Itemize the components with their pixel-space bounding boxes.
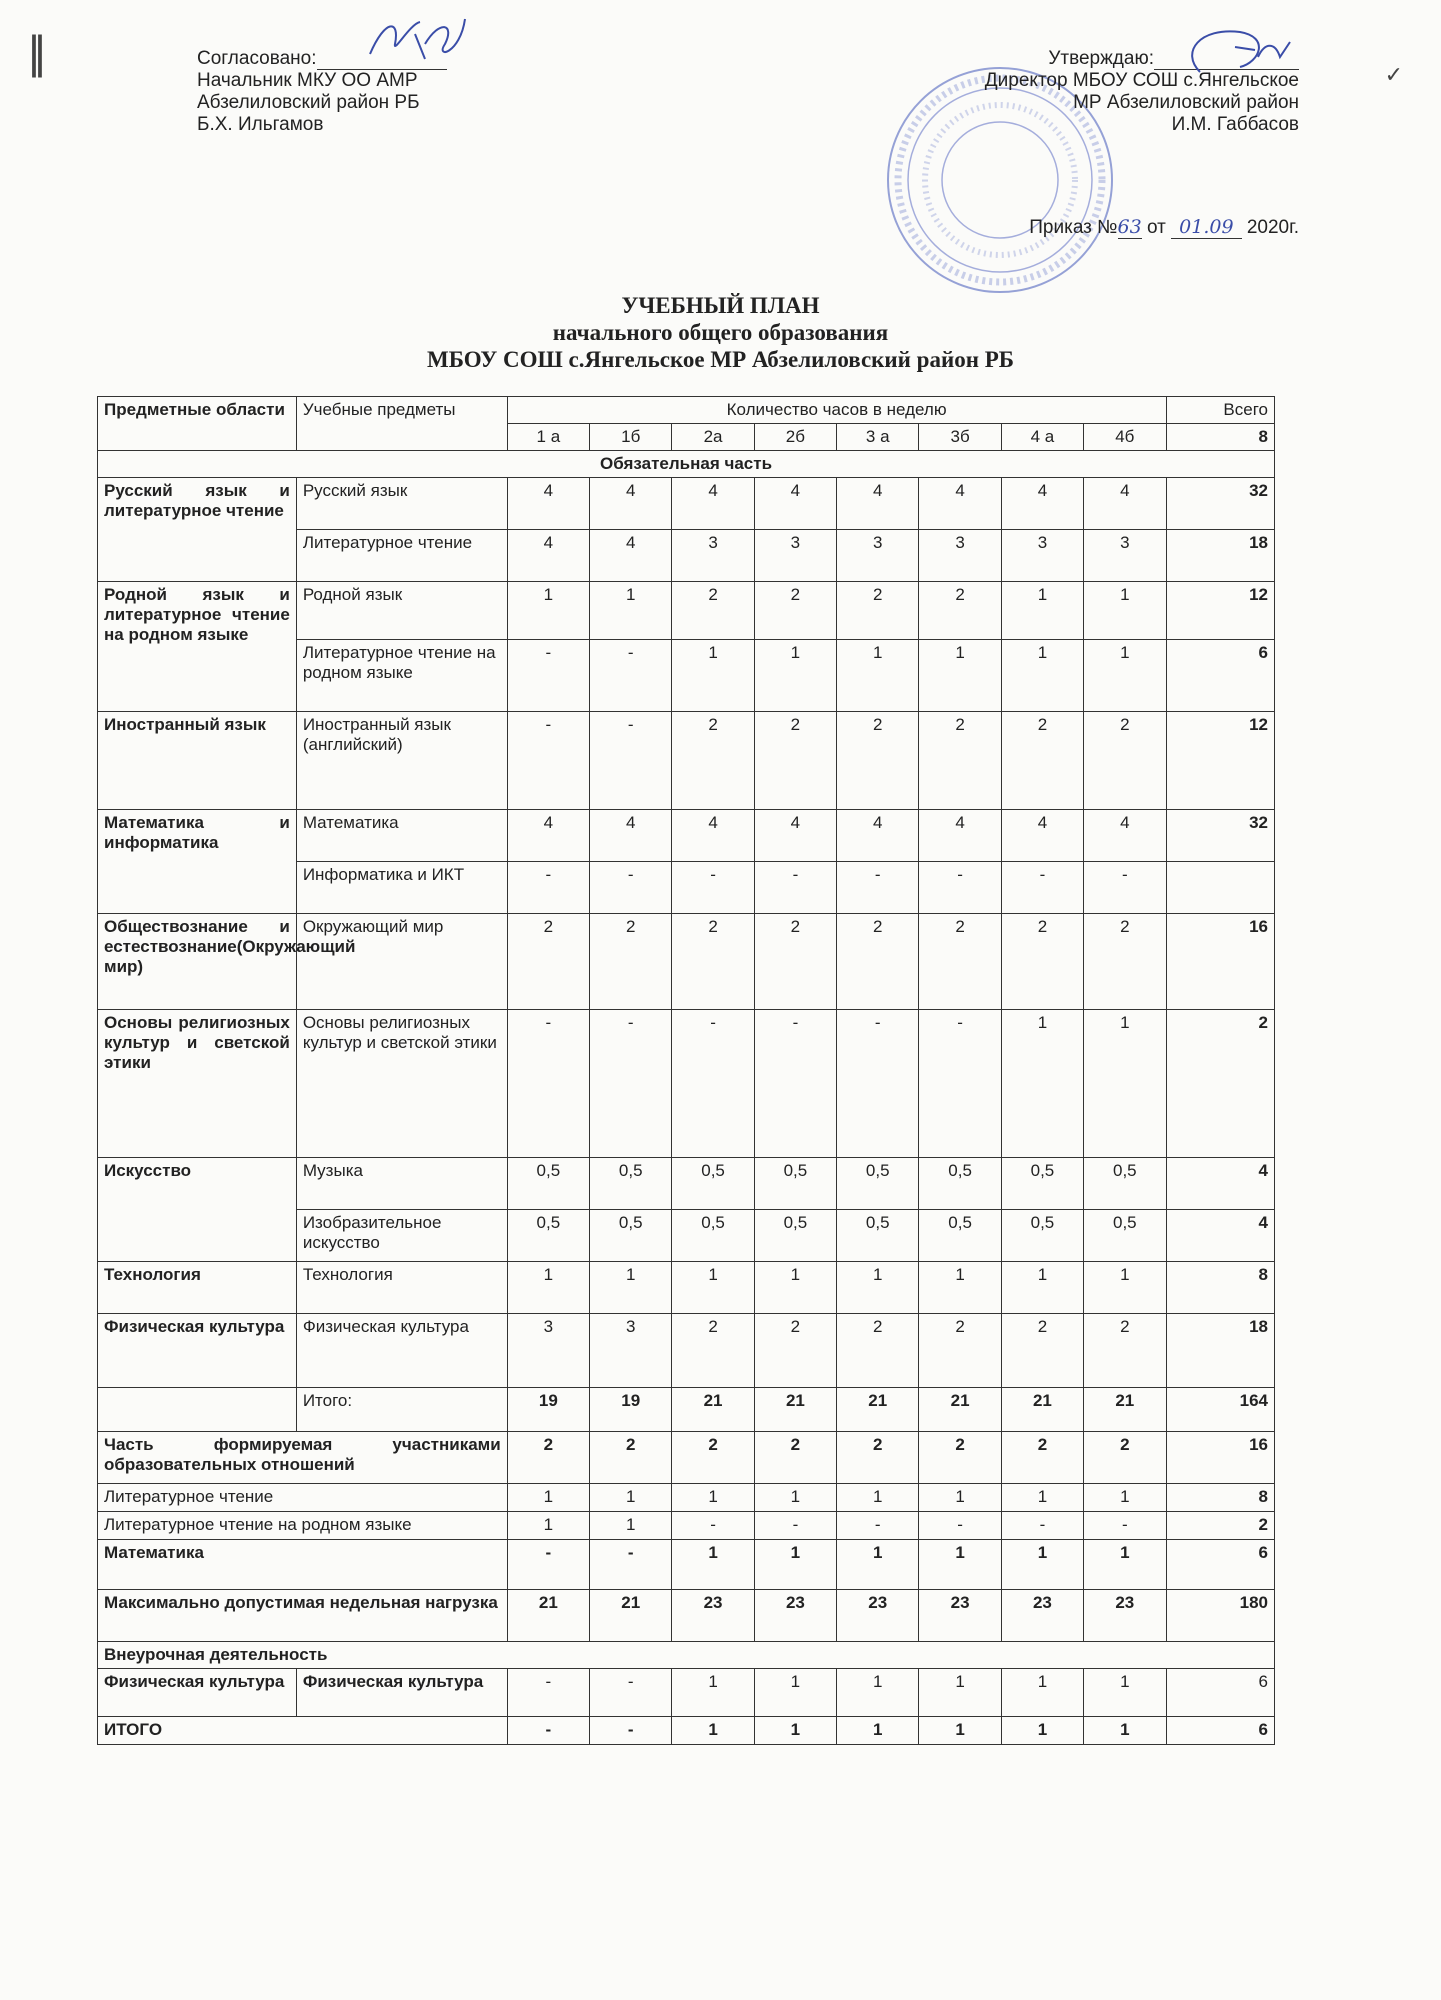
final-value: 1 <box>837 1717 919 1745</box>
hours-cell: - <box>507 862 589 914</box>
hours-cell: 1 <box>672 1262 754 1314</box>
hours-cell: - <box>507 640 589 712</box>
extra-value: 1 <box>672 1669 754 1717</box>
hours-cell: 3 <box>672 530 754 582</box>
table-row <box>98 1314 1275 1388</box>
hours-cell: - <box>672 1010 754 1158</box>
class-header-cell: 4б <box>1084 424 1166 451</box>
itogo-value: 21 <box>1001 1388 1083 1432</box>
approve-signature <box>1180 22 1300 82</box>
part-row-value: 1 <box>507 1512 589 1540</box>
extra-value: 1 <box>837 1669 919 1717</box>
agreed-line-3: Б.Х. Ильгамов <box>197 114 324 135</box>
table-row <box>98 914 1275 1010</box>
part-row-value: - <box>590 1540 672 1590</box>
area-cell: Родной язык и литературное чтение на родном языке <box>98 582 297 712</box>
corner-mark: || <box>28 26 40 78</box>
subject-cell: Окружающий мир <box>296 914 507 1010</box>
part-formed-row <box>98 1432 1275 1484</box>
hours-cell: 1 <box>1084 582 1166 640</box>
approve-line-1: Директор МБОУ СОШ с.Янгельское <box>984 70 1299 91</box>
final-row <box>98 1717 1275 1745</box>
class-header-cell: 1б <box>590 424 672 451</box>
itogo-value: 19 <box>507 1388 589 1432</box>
total-cell: 12 <box>1166 582 1274 640</box>
hours-cell: 4 <box>1001 478 1083 530</box>
head-hours: Количество часов в неделю <box>507 397 1166 424</box>
part-row-value: 1 <box>590 1512 672 1540</box>
hours-cell: 2 <box>837 582 919 640</box>
class-header-cell: 1 а <box>507 424 589 451</box>
itogo-value: 21 <box>672 1388 754 1432</box>
hours-cell: 3 <box>837 530 919 582</box>
hours-cell: 2 <box>590 914 672 1010</box>
order-middle: от <box>1141 217 1172 238</box>
subject-cell: Русский язык <box>296 478 507 530</box>
head-subjects: Учебные предметы <box>296 397 507 451</box>
mandatory-rows <box>98 478 1275 1432</box>
part-row-label: Литературное чтение <box>98 1484 508 1512</box>
hours-cell: 3 <box>590 1314 672 1388</box>
part-row-value: 1 <box>1001 1484 1083 1512</box>
part-row-value: 1 <box>507 1484 589 1512</box>
hours-cell: 2 <box>1084 1314 1166 1388</box>
subject-cell: Физическая культура <box>296 1314 507 1388</box>
total-cell: 4 <box>1166 1210 1274 1262</box>
part-row <box>98 1484 1275 1512</box>
final-value: 1 <box>1084 1717 1166 1745</box>
hours-cell: 2 <box>837 1314 919 1388</box>
class-header-total: 8 <box>1166 424 1274 451</box>
hours-cell: 4 <box>507 530 589 582</box>
subject-cell: Родной язык <box>296 582 507 640</box>
subject-cell: Литературное чтение на родном языке <box>296 640 507 712</box>
hours-cell: 2 <box>507 914 589 1010</box>
subject-cell: Технология <box>296 1262 507 1314</box>
hours-cell: 0,5 <box>590 1158 672 1210</box>
extra-value: 1 <box>919 1669 1001 1717</box>
hours-cell: 2 <box>837 914 919 1010</box>
extra-value: 1 <box>1001 1669 1083 1717</box>
part-formed-row-value: 2 <box>672 1432 754 1484</box>
area-cell: Основы религиозных культур и светской этики <box>98 1010 297 1158</box>
area-cell: Искусство <box>98 1158 297 1262</box>
hours-cell: 2 <box>837 712 919 810</box>
hours-cell: 3 <box>1001 530 1083 582</box>
part-row-value: - <box>1001 1512 1083 1540</box>
max-load-row <box>98 1590 1275 1642</box>
hours-cell: - <box>1084 862 1166 914</box>
area-cell: Математика и информатика <box>98 810 297 914</box>
hours-cell: 1 <box>1084 640 1166 712</box>
hours-cell: - <box>590 640 672 712</box>
hours-cell: 4 <box>672 810 754 862</box>
part-formed-row-value: 2 <box>754 1432 836 1484</box>
order-line <box>1029 216 1299 239</box>
hours-cell: 2 <box>1084 914 1166 1010</box>
hours-cell: 2 <box>754 582 836 640</box>
extra-total: 6 <box>1166 1669 1274 1717</box>
part-formed-row-value: 2 <box>1001 1432 1083 1484</box>
order-prefix: Приказ № <box>1029 217 1118 238</box>
final-total: 6 <box>1166 1717 1274 1745</box>
part-formed-row-value: 2 <box>919 1432 1001 1484</box>
part-row-value: 1 <box>1084 1540 1166 1590</box>
class-header-cell: 2а <box>672 424 754 451</box>
part-row-value: - <box>754 1512 836 1540</box>
final-value: 1 <box>672 1717 754 1745</box>
hours-cell: 2 <box>1001 712 1083 810</box>
hours-cell: 0,5 <box>1084 1210 1166 1262</box>
hours-cell: 0,5 <box>590 1210 672 1262</box>
agreed-line-2: Абзелиловский район РБ <box>197 92 420 113</box>
total-cell: 18 <box>1166 530 1274 582</box>
hours-cell: 1 <box>590 1262 672 1314</box>
hours-cell: 4 <box>507 810 589 862</box>
part-formed-row-label: Часть формируемая участниками образовательных отношений <box>98 1432 508 1484</box>
hours-cell: 4 <box>837 810 919 862</box>
hours-cell: 0,5 <box>754 1158 836 1210</box>
hours-cell: - <box>507 1010 589 1158</box>
total-cell: 2 <box>1166 1010 1274 1158</box>
extra-value: 1 <box>754 1669 836 1717</box>
itogo-row <box>98 1388 1275 1432</box>
hours-cell: 4 <box>507 478 589 530</box>
extra-value: 1 <box>1084 1669 1166 1717</box>
subject-cell: Литературное чтение <box>296 530 507 582</box>
hours-cell: 1 <box>754 1262 836 1314</box>
extra-subject: Физическая культура <box>296 1669 507 1717</box>
hours-cell: - <box>837 862 919 914</box>
hours-cell: - <box>754 1010 836 1158</box>
final-value: - <box>590 1717 672 1745</box>
max-load-row-value: 23 <box>837 1590 919 1642</box>
subject-cell: Иностранный язык (английский) <box>296 712 507 810</box>
itogo-total: 164 <box>1166 1388 1274 1432</box>
final-value: - <box>507 1717 589 1745</box>
table-row <box>98 712 1275 810</box>
class-header-cell: 3б <box>919 424 1001 451</box>
hours-cell: 3 <box>1084 530 1166 582</box>
title-line-1: УЧЕБНЫЙ ПЛАН <box>621 293 820 318</box>
subject-cell: Информатика и ИКТ <box>296 862 507 914</box>
agreed-signature <box>365 14 475 64</box>
hours-cell: 1 <box>1001 582 1083 640</box>
document-title <box>0 292 1441 373</box>
hours-cell: 4 <box>1084 478 1166 530</box>
area-cell: Русский язык и литературное чтение <box>98 478 297 582</box>
part-row-value: 1 <box>590 1484 672 1512</box>
itogo-value: 21 <box>1084 1388 1166 1432</box>
part-row-value: 1 <box>1084 1484 1166 1512</box>
part-row-value: - <box>507 1540 589 1590</box>
hours-cell: 2 <box>672 914 754 1010</box>
subject-cell: Изобразительное искусство <box>296 1210 507 1262</box>
order-number: 63 <box>1117 216 1142 238</box>
final-label: ИТОГО <box>98 1717 508 1745</box>
max-load-row-label: Максимально допустимая недельная нагрузка <box>98 1590 508 1642</box>
total-cell: 18 <box>1166 1314 1274 1388</box>
part-row-value: 1 <box>919 1484 1001 1512</box>
table-row <box>98 1158 1275 1210</box>
max-load-row-value: 23 <box>754 1590 836 1642</box>
itogo-value: 19 <box>590 1388 672 1432</box>
itogo-empty-cell <box>98 1388 297 1432</box>
hours-cell: 0,5 <box>1001 1210 1083 1262</box>
part-row-value: 1 <box>754 1484 836 1512</box>
hours-cell: 4 <box>1084 810 1166 862</box>
class-header-cell: 3 а <box>837 424 919 451</box>
extra-value: - <box>590 1669 672 1717</box>
hours-cell: 1 <box>837 1262 919 1314</box>
max-load-row-total: 180 <box>1166 1590 1274 1642</box>
hours-cell: 1 <box>919 640 1001 712</box>
hours-cell: 4 <box>754 810 836 862</box>
final-value: 1 <box>754 1717 836 1745</box>
hours-cell: 2 <box>672 1314 754 1388</box>
hours-cell: 0,5 <box>837 1158 919 1210</box>
hours-cell: 0,5 <box>754 1210 836 1262</box>
area-cell: Физическая культура <box>98 1314 297 1388</box>
hours-cell: 4 <box>837 478 919 530</box>
hours-cell: 4 <box>919 810 1001 862</box>
hours-cell: 2 <box>754 712 836 810</box>
class-header-cell: 2б <box>754 424 836 451</box>
section-row <box>98 451 1275 478</box>
hours-cell: - <box>754 862 836 914</box>
max-load-row-value: 23 <box>1001 1590 1083 1642</box>
table-row <box>98 1010 1275 1158</box>
hours-cell: - <box>507 712 589 810</box>
total-cell <box>1166 862 1274 914</box>
part-row-value: - <box>1084 1512 1166 1540</box>
part-row-label: Математика <box>98 1540 508 1590</box>
part-row-value: - <box>837 1512 919 1540</box>
curriculum-table <box>97 396 1275 1745</box>
hours-cell: 4 <box>590 530 672 582</box>
hours-cell: 1 <box>1084 1262 1166 1314</box>
final-value: 1 <box>919 1717 1001 1745</box>
hours-cell: 3 <box>507 1314 589 1388</box>
order-date: 01.09 <box>1171 216 1241 239</box>
hours-cell: 1 <box>507 582 589 640</box>
hours-cell: 1 <box>1001 1010 1083 1158</box>
hours-cell: 2 <box>672 582 754 640</box>
area-cell: Обществознание и естествознание(Окружающий мир) <box>98 914 297 1010</box>
hours-cell: 2 <box>672 712 754 810</box>
hours-cell: 4 <box>919 478 1001 530</box>
table-row <box>98 582 1275 640</box>
hours-cell: 3 <box>754 530 836 582</box>
part-row-value: 1 <box>837 1540 919 1590</box>
hours-cell: - <box>1001 862 1083 914</box>
hours-cell: 0,5 <box>919 1210 1001 1262</box>
extra-row <box>98 1669 1275 1717</box>
extra-value: - <box>507 1669 589 1717</box>
part-rows <box>98 1432 1275 1745</box>
approve-label: Утверждаю: <box>1048 48 1154 69</box>
hours-cell: 0,5 <box>1001 1158 1083 1210</box>
hours-cell: 1 <box>590 582 672 640</box>
hours-cell: 0,5 <box>919 1158 1001 1210</box>
area-cell: Иностранный язык <box>98 712 297 810</box>
hours-cell: 2 <box>919 914 1001 1010</box>
total-cell: 8 <box>1166 1262 1274 1314</box>
total-cell: 32 <box>1166 478 1274 530</box>
hours-cell: 1 <box>1084 1010 1166 1158</box>
part-row-total: 6 <box>1166 1540 1274 1590</box>
hours-cell: 0,5 <box>507 1210 589 1262</box>
hours-cell: 3 <box>919 530 1001 582</box>
part-row-value: 1 <box>672 1484 754 1512</box>
part-row <box>98 1540 1275 1590</box>
hours-cell: - <box>919 1010 1001 1158</box>
total-cell: 6 <box>1166 640 1274 712</box>
hours-cell: 2 <box>919 712 1001 810</box>
hours-cell: - <box>590 1010 672 1158</box>
total-cell: 32 <box>1166 810 1274 862</box>
hours-cell: 2 <box>919 1314 1001 1388</box>
approve-line-3: И.М. Габбасов <box>1171 114 1299 135</box>
subject-cell: Музыка <box>296 1158 507 1210</box>
part-row-label: Литературное чтение на родном языке <box>98 1512 508 1540</box>
total-cell: 16 <box>1166 914 1274 1010</box>
hours-cell: - <box>672 862 754 914</box>
part-row-value: 1 <box>672 1540 754 1590</box>
max-load-row-value: 23 <box>672 1590 754 1642</box>
max-load-row-value: 23 <box>1084 1590 1166 1642</box>
hours-cell: 2 <box>919 582 1001 640</box>
agreed-line-1: Начальник МКУ ОО АМР <box>197 70 418 91</box>
tick-mark: ✓ <box>1384 62 1403 87</box>
subject-cell: Основы религиозных культур и светской этики <box>296 1010 507 1158</box>
table-row <box>98 1262 1275 1314</box>
part-row-value: 1 <box>754 1540 836 1590</box>
part-row-total: 2 <box>1166 1512 1274 1540</box>
hours-cell: 2 <box>754 914 836 1010</box>
hours-cell: 4 <box>590 810 672 862</box>
extracurricular-label: Внеурочная деятельность <box>98 1642 1275 1669</box>
part-row-value: 1 <box>837 1484 919 1512</box>
hours-cell: 0,5 <box>507 1158 589 1210</box>
hours-cell: 1 <box>1001 640 1083 712</box>
hours-cell: 1 <box>507 1262 589 1314</box>
extracurricular-row <box>98 1642 1275 1669</box>
max-load-row-value: 21 <box>507 1590 589 1642</box>
hours-cell: 1 <box>1001 1262 1083 1314</box>
hours-cell: 1 <box>837 640 919 712</box>
extra-area: Физическая культура <box>98 1669 297 1717</box>
hours-cell: - <box>590 862 672 914</box>
table-row <box>98 478 1275 530</box>
hours-cell: - <box>837 1010 919 1158</box>
hours-cell: 4 <box>1001 810 1083 862</box>
section-mandatory: Обязательная часть <box>98 451 1275 478</box>
hours-cell: 0,5 <box>672 1210 754 1262</box>
part-row-value: 1 <box>919 1540 1001 1590</box>
subject-cell: Математика <box>296 810 507 862</box>
part-row <box>98 1512 1275 1540</box>
hours-cell: 4 <box>672 478 754 530</box>
itogo-value: 21 <box>919 1388 1001 1432</box>
head-total: Всего <box>1166 397 1274 424</box>
itogo-label: Итого: <box>296 1388 507 1432</box>
part-formed-row-value: 2 <box>590 1432 672 1484</box>
part-formed-row-value: 2 <box>507 1432 589 1484</box>
hours-cell: 1 <box>754 640 836 712</box>
hours-cell: 4 <box>754 478 836 530</box>
part-formed-row-value: 2 <box>837 1432 919 1484</box>
hours-cell: 2 <box>754 1314 836 1388</box>
part-formed-row-total: 16 <box>1166 1432 1274 1484</box>
part-row-value: - <box>919 1512 1001 1540</box>
hours-cell: 1 <box>672 640 754 712</box>
hours-cell: 0,5 <box>837 1210 919 1262</box>
hours-cell: 4 <box>590 478 672 530</box>
hours-cell: 0,5 <box>1084 1158 1166 1210</box>
hours-cell: 2 <box>1001 914 1083 1010</box>
hours-cell: 0,5 <box>672 1158 754 1210</box>
order-year: 2020г. <box>1241 217 1299 238</box>
hours-cell: 2 <box>1084 712 1166 810</box>
total-cell: 4 <box>1166 1158 1274 1210</box>
agreed-label: Согласовано: <box>197 48 317 69</box>
approve-line-2: МР Абзелиловский район <box>1073 92 1299 113</box>
hours-cell: - <box>590 712 672 810</box>
table-header-row <box>98 397 1275 424</box>
head-areas: Предметные области <box>98 397 297 451</box>
max-load-row-value: 23 <box>919 1590 1001 1642</box>
table-row <box>98 810 1275 862</box>
itogo-value: 21 <box>837 1388 919 1432</box>
part-row-value: - <box>672 1512 754 1540</box>
class-header-cell: 4 а <box>1001 424 1083 451</box>
max-load-row-value: 21 <box>590 1590 672 1642</box>
title-line-3: МБОУ СОШ с.Янгельское МР Абзелиловский район РБ <box>427 347 1014 372</box>
title-line-2: начального общего образования <box>552 320 889 345</box>
part-row-total: 8 <box>1166 1484 1274 1512</box>
area-cell: Технология <box>98 1262 297 1314</box>
part-row-value: 1 <box>1001 1540 1083 1590</box>
hours-cell: 2 <box>1001 1314 1083 1388</box>
part-formed-row-value: 2 <box>1084 1432 1166 1484</box>
final-value: 1 <box>1001 1717 1083 1745</box>
total-cell: 12 <box>1166 712 1274 810</box>
hours-cell: - <box>919 862 1001 914</box>
hours-cell: 1 <box>919 1262 1001 1314</box>
itogo-value: 21 <box>754 1388 836 1432</box>
